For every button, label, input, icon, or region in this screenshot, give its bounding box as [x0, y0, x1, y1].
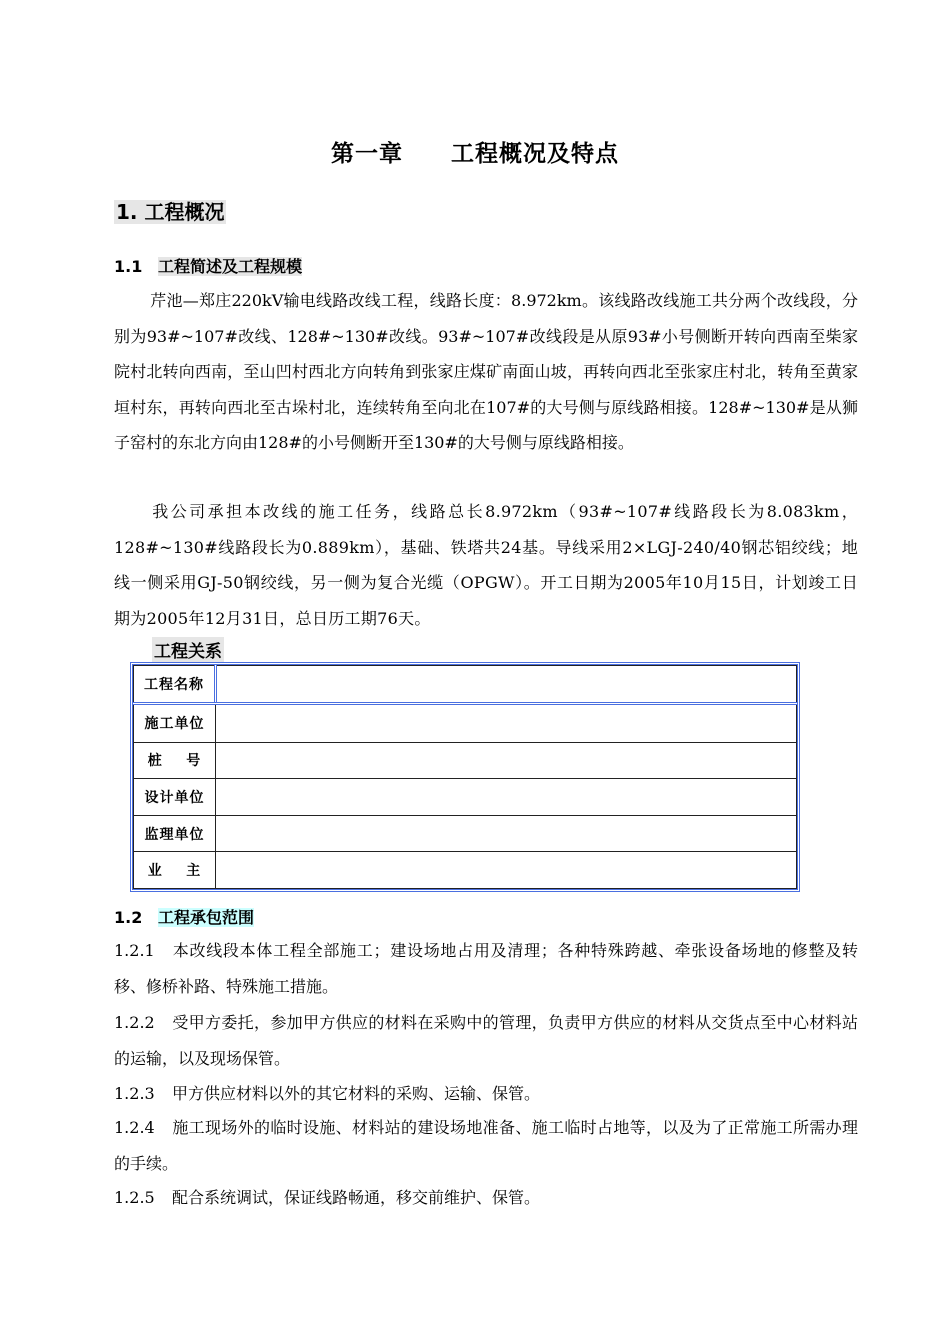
chapter-name: 工程概况及特点	[451, 141, 619, 167]
item-number: 1.2.4	[114, 1118, 155, 1137]
subsection-title: 工程承包范围	[158, 908, 255, 927]
table-row	[134, 666, 797, 704]
table-row	[134, 779, 797, 816]
chapter-title	[0, 135, 950, 168]
row-label: 监理单位	[134, 815, 216, 852]
table-row	[134, 852, 797, 889]
subsection-number: 1.1	[114, 257, 143, 276]
row-label: 业 主	[134, 852, 216, 889]
section-heading-1	[114, 196, 226, 225]
table-row	[134, 704, 797, 742]
row-label: 设计单位	[134, 779, 216, 816]
row-label: 桩 号	[134, 742, 216, 779]
paragraph-scope	[114, 494, 858, 636]
item-text: 配合系统调试，保证线路畅通，移交前维护、保管。	[172, 1188, 541, 1207]
paragraph-text: 芹池—郑庄220kV输电线路改线工程，线路长度：8.972km。该线路改线施工共分两个改线段，分别为93#~107#改线、128#~130#改线。93#~107#改线段是从原93#小号侧断开转向西南至柴家院村北转向西南，至山凹村西北方向转角到张家庄煤矿南面山坡，再转向西北至张家庄村北，转角至黄家垣村东，再转向西北至古垛村北，连续转角至向北在107#的大号侧与原线路相接。128#~130#是从狮子窑村的东北方向由128#的小号侧断开至130#的大号侧与原线路相接。	[114, 291, 858, 452]
row-value[interactable]	[216, 704, 797, 742]
table-row	[134, 815, 797, 852]
scope-item	[114, 1076, 858, 1112]
subsection-heading-1-2	[114, 905, 254, 928]
scope-item	[114, 933, 858, 1004]
item-text: 施工现场外的临时设施、材料站的建设场地准备、施工临时占地等，以及为了正常施工所需办理的手续。	[114, 1118, 858, 1173]
table-caption: 工程关系	[152, 637, 224, 662]
row-label: 工程名称	[134, 666, 216, 704]
row-label: 施工单位	[134, 704, 216, 742]
subsection-number: 1.2	[114, 908, 143, 927]
subsection-title: 工程简述及工程规模	[158, 257, 303, 276]
subsection-heading-1-1	[114, 254, 302, 277]
scope-item	[114, 1005, 858, 1076]
item-number: 1.2.3	[114, 1084, 155, 1103]
row-value[interactable]	[216, 666, 797, 704]
project-relation-table	[130, 662, 800, 892]
row-value[interactable]	[216, 852, 797, 889]
row-value[interactable]	[216, 779, 797, 816]
row-value[interactable]	[216, 815, 797, 852]
row-value[interactable]	[216, 742, 797, 779]
section-heading-text: 1. 工程概况	[116, 200, 225, 224]
table-row	[134, 742, 797, 779]
item-number: 1.2.1	[114, 941, 155, 960]
item-text: 甲方供应材料以外的其它材料的采购、运输、保管。	[172, 1084, 541, 1103]
scope-item	[114, 1110, 858, 1181]
paragraph-overview	[114, 283, 858, 461]
item-text: 本改线段本体工程全部施工；建设场地占用及清理；各种特殊跨越、牵张设备场地的修整及转移、修桥补路、特殊施工措施。	[114, 941, 858, 996]
scope-item	[114, 1180, 858, 1216]
item-text: 受甲方委托，参加甲方供应的材料在采购中的管理，负责甲方供应的材料从交货点至中心材料站的运输，以及现场保管。	[114, 1013, 858, 1068]
paragraph-text: 我公司承担本改线的施工任务，线路总长8.972km（93#~107#线路段长为8.083km，128#~130#线路段长为0.889km），基础、铁塔共24基。导线采用2×LGJ-240/40钢芯铝绞线；地线一侧采用GJ-50钢绞线，另一侧为复合光缆（OPGW）。开工日期为2005年10月15日，计划竣工日期为2005年12月31日，总日历工期76天。	[114, 502, 858, 628]
item-number: 1.2.2	[114, 1013, 155, 1032]
item-number: 1.2.5	[114, 1188, 155, 1207]
chapter-number: 第一章	[331, 141, 403, 167]
